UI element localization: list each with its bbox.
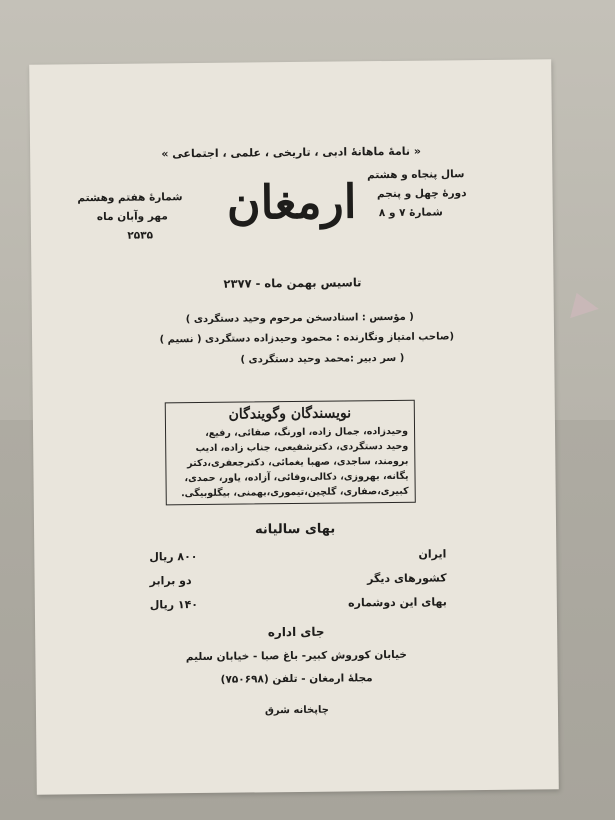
issue-year: ۲۵۳۵ [127,229,154,242]
volume-number: شمارهٔ ۷ و ۸ [378,206,443,220]
issue-months: مهر وآبان ماه [96,210,168,224]
office-address: خیابان کوروش کبیر- باغ صبا - خیابان سلیم [185,648,408,664]
founder-line: ( مؤسس : استادسخن مرحوم وحید دستگردی ) [185,311,414,326]
writers-line: یگانه، بهروزی، دکالی،وفائی، آزاده، یاور، حمدی، [184,470,409,485]
writers-box [165,400,416,506]
issue-number: شمارهٔ هفتم وهشتم [77,191,183,205]
price-label-issue: بهای این دوشماره [348,595,447,610]
printer-name: چاپخانه شرق [264,704,330,717]
writers-line: کبیری،صفاری، گلچین،تیموری،بهمنی، بیگلوبیگی. [180,485,409,500]
writers-line: وحید دستگردی، دکترشفیعی، جناب زاده، ادیب [195,440,409,455]
price-value-foreign: دو برابر [149,574,192,588]
writers-line: برومند، ساجدی، صهبا یغمائی، دکترجعفری،دکتر [187,455,409,470]
editor-line: ( سر دبیر :محمد وحید دستگردی ) [240,352,405,366]
price-label-iran: ایران [418,547,447,561]
office-title: جای اداره [267,624,325,640]
office-contact: مجلهٔ ارمغان - تلفن (۷۵۰۶۹۸) [220,672,373,686]
masthead-title: ارمغان [226,174,357,230]
price-value-issue: ۱۴۰ ریال [149,598,199,612]
subscription-title: بهای سالیانه [254,521,336,538]
writers-line: وحیدزاده، جمال زاده، اورنگ، صفائی، رفیع، [205,425,409,439]
tagline: « نامهٔ ماهانهٔ ادبی ، تاریخی ، علمی ، اجتماعی » [161,144,421,161]
volume-period: دورهٔ چهل و پنجم [376,187,467,201]
journal-cover [29,59,559,794]
price-value-iran: ۸۰۰ ریال [149,550,198,564]
volume-year: سال پنجاه و هشتم [367,168,465,182]
publisher-line: (صاحب امتیاز ونگارنده : محمود وحیدزاده دستگردی ( نسیم ) [159,331,455,346]
price-label-foreign: کشورهای دیگر [367,571,447,586]
founded-date: تاسیس بهمن ماه - ۲۳۷۷ [223,275,362,291]
writers-title: نویسندگان وگویندگان [228,405,352,423]
